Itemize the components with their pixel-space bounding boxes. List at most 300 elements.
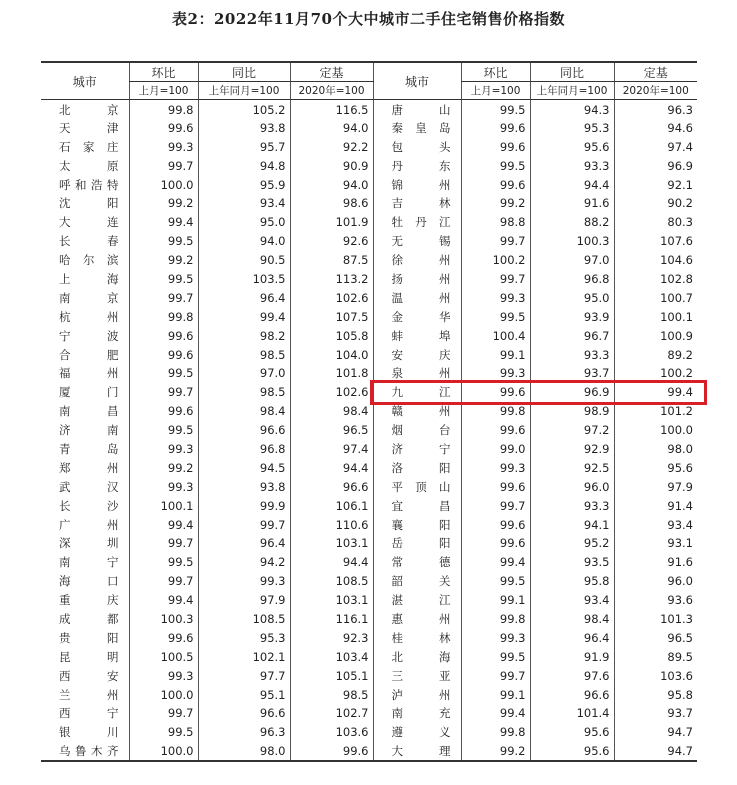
yoy-header-left: 同比 <box>198 62 290 82</box>
city-name-right: 常德 <box>373 553 461 572</box>
city-name-left: 乌鲁木齐 <box>41 742 129 761</box>
mom-value-right: 99.6 <box>461 175 530 194</box>
table-row <box>41 666 697 685</box>
mom-base-right: 上月=100 <box>461 82 530 100</box>
base-value-left: 102.6 <box>290 288 373 307</box>
highlight-box <box>370 380 707 405</box>
city-name-right: 岳阳 <box>373 534 461 553</box>
mom-value-left: 99.5 <box>129 364 198 383</box>
city-name-right: 烟台 <box>373 421 461 440</box>
yoy-value-right: 95.8 <box>530 572 614 591</box>
mom-value-left: 99.4 <box>129 591 198 610</box>
mom-value-left: 99.4 <box>129 515 198 534</box>
yoy-header-right: 同比 <box>530 62 614 82</box>
yoy-value-left: 102.1 <box>198 647 290 666</box>
yoy-value-right: 93.5 <box>530 553 614 572</box>
yoy-value-left: 96.4 <box>198 288 290 307</box>
city-name-left: 南宁 <box>59 555 119 570</box>
yoy-value-left: 94.2 <box>198 553 290 572</box>
city-name-right: 韶关 <box>373 572 461 591</box>
city-name-right: 温州 <box>373 288 461 307</box>
city-name-left: 昆明 <box>59 649 119 664</box>
mom-value-right: 99.7 <box>461 232 530 251</box>
city-name-right: 唐山 <box>373 100 461 119</box>
yoy-value-right: 91.6 <box>530 194 614 213</box>
city-name-left: 郑州 <box>59 460 119 475</box>
yoy-value-right: 95.6 <box>530 742 614 761</box>
city-name-right: 安庆 <box>373 345 461 364</box>
base-value-right: 104.6 <box>614 251 697 270</box>
mom-value-right: 99.3 <box>461 628 530 647</box>
city-name-right: 北海 <box>373 647 461 666</box>
table-row <box>41 270 697 289</box>
city-name-left: 西宁 <box>59 706 119 721</box>
yoy-value-right: 95.6 <box>530 723 614 742</box>
mom-value-left: 99.6 <box>129 326 198 345</box>
city-name-right: 锦州 <box>373 175 461 194</box>
yoy-value-right: 95.2 <box>530 534 614 553</box>
mom-value-right: 99.6 <box>461 477 530 496</box>
table-row <box>41 194 697 213</box>
mom-value-right: 99.0 <box>461 440 530 459</box>
table-row <box>41 156 697 175</box>
yoy-value-left: 96.8 <box>198 440 290 459</box>
base-value-right: 89.2 <box>614 345 697 364</box>
yoy-value-left: 98.4 <box>198 402 290 421</box>
mom-value-left: 99.5 <box>129 232 198 251</box>
yoy-value-right: 94.3 <box>530 100 614 119</box>
city-name-left: 呼和浩特 <box>59 177 119 192</box>
mom-value-right: 99.6 <box>461 421 530 440</box>
mom-value-right: 99.2 <box>461 742 530 761</box>
yoy-value-left: 97.9 <box>198 591 290 610</box>
base-value-left: 87.5 <box>290 251 373 270</box>
base-value-right: 101.3 <box>614 610 697 629</box>
base-value-right: 96.5 <box>614 628 697 647</box>
city-name-right: 桂林 <box>373 628 461 647</box>
base-value-right: 97.4 <box>614 137 697 156</box>
base-value-left: 104.0 <box>290 345 373 364</box>
yoy-value-right: 97.6 <box>530 666 614 685</box>
yoy-value-left: 98.5 <box>198 383 290 402</box>
city-name-left: 大连 <box>59 215 119 230</box>
city-name-left: 长沙 <box>59 498 119 513</box>
base-value-right: 97.9 <box>614 477 697 496</box>
yoy-value-right: 88.2 <box>530 213 614 232</box>
table-row <box>41 572 697 591</box>
city-name-right: 蚌埠 <box>373 326 461 345</box>
base-value-left: 94.0 <box>290 175 373 194</box>
mom-value-left: 99.5 <box>129 270 198 289</box>
mom-value-left: 100.0 <box>129 685 198 704</box>
mom-value-right: 99.5 <box>461 572 530 591</box>
yoy-value-left: 98.0 <box>198 742 290 761</box>
base-value-left: 94.0 <box>290 118 373 137</box>
base-value-right: 98.0 <box>614 440 697 459</box>
city-name-left: 重庆 <box>59 593 119 608</box>
city-header-right: 城市 <box>373 62 461 100</box>
base-value-left: 103.1 <box>290 534 373 553</box>
mom-value-left: 99.3 <box>129 440 198 459</box>
table-row <box>41 288 697 307</box>
table-row <box>41 704 697 723</box>
yoy-value-left: 94.8 <box>198 156 290 175</box>
yoy-value-right: 95.6 <box>530 137 614 156</box>
mom-value-right: 99.7 <box>461 666 530 685</box>
city-name-right: 南充 <box>373 704 461 723</box>
yoy-value-left: 105.2 <box>198 100 290 119</box>
base-value-right: 100.2 <box>614 364 697 383</box>
mom-value-right: 99.6 <box>461 118 530 137</box>
mom-value-right: 99.8 <box>461 402 530 421</box>
table-row <box>41 232 697 251</box>
table-row <box>41 345 697 364</box>
city-name-right: 遵义 <box>373 723 461 742</box>
mom-value-left: 99.7 <box>129 572 198 591</box>
city-name-left: 太原 <box>59 158 119 173</box>
table-row <box>41 534 697 553</box>
city-name-left: 深圳 <box>59 536 119 551</box>
base-value-right: 91.4 <box>614 496 697 515</box>
city-name-right: 湛江 <box>373 591 461 610</box>
city-name-right: 徐州 <box>373 251 461 270</box>
city-name-right: 九江 <box>373 383 461 402</box>
mom-value-left: 99.6 <box>129 402 198 421</box>
mom-value-left: 99.3 <box>129 137 198 156</box>
base-value-left: 107.5 <box>290 307 373 326</box>
base-value-right: 94.7 <box>614 723 697 742</box>
base-value-left: 103.6 <box>290 723 373 742</box>
table-row <box>41 496 697 515</box>
city-name-left: 沈阳 <box>59 196 119 211</box>
base-value-left: 103.1 <box>290 591 373 610</box>
city-name-right: 襄阳 <box>373 515 461 534</box>
mom-value-right: 99.7 <box>461 496 530 515</box>
base-value-right: 107.6 <box>614 232 697 251</box>
city-name-right: 包头 <box>373 137 461 156</box>
yoy-value-right: 93.3 <box>530 496 614 515</box>
table-row <box>41 628 697 647</box>
base-value-right: 89.5 <box>614 647 697 666</box>
city-name-left: 广州 <box>59 517 119 532</box>
mom-value-right: 99.2 <box>461 194 530 213</box>
base-value-left: 94.4 <box>290 553 373 572</box>
table-row <box>41 591 697 610</box>
base-value-left: 101.8 <box>290 364 373 383</box>
table-row <box>41 458 697 477</box>
yoy-value-left: 94.0 <box>198 232 290 251</box>
table-row <box>41 213 697 232</box>
base-value-left: 102.6 <box>290 383 373 402</box>
city-name-left: 南昌 <box>59 404 119 419</box>
mom-value-left: 100.1 <box>129 496 198 515</box>
yoy-value-right: 94.1 <box>530 515 614 534</box>
table-row <box>41 175 697 194</box>
base-value-left: 98.5 <box>290 685 373 704</box>
table-row <box>41 440 697 459</box>
yoy-value-left: 95.7 <box>198 137 290 156</box>
table-body <box>41 100 697 761</box>
yoy-value-left: 93.8 <box>198 477 290 496</box>
city-name-left: 哈尔滨 <box>59 253 119 268</box>
mom-value-left: 99.7 <box>129 704 198 723</box>
city-name-left: 南京 <box>59 290 119 305</box>
yoy-value-right: 93.9 <box>530 307 614 326</box>
base-value-left: 106.1 <box>290 496 373 515</box>
mom-value-left: 99.8 <box>129 100 198 119</box>
mom-value-left: 99.5 <box>129 421 198 440</box>
yoy-value-left: 95.0 <box>198 213 290 232</box>
yoy-value-left: 95.1 <box>198 685 290 704</box>
city-name-right: 赣州 <box>373 402 461 421</box>
table-row <box>41 515 697 534</box>
table-row <box>41 610 697 629</box>
city-name-left: 杭州 <box>59 309 119 324</box>
mom-value-right: 99.3 <box>461 288 530 307</box>
base-value-left: 98.4 <box>290 402 373 421</box>
mom-value-left: 99.7 <box>129 156 198 175</box>
table-row <box>41 100 697 119</box>
mom-value-left: 99.5 <box>129 553 198 572</box>
mom-header-right: 环比 <box>461 62 530 82</box>
base-value-left: 92.2 <box>290 137 373 156</box>
yoy-value-right: 95.3 <box>530 118 614 137</box>
mom-value-right: 99.8 <box>461 723 530 742</box>
table-row <box>41 685 697 704</box>
yoy-value-left: 108.5 <box>198 610 290 629</box>
base-value-right: 101.2 <box>614 402 697 421</box>
yoy-value-left: 103.5 <box>198 270 290 289</box>
base-value-left: 102.7 <box>290 704 373 723</box>
yoy-value-left: 90.5 <box>198 251 290 270</box>
mom-value-right: 100.4 <box>461 326 530 345</box>
base-value-left: 92.3 <box>290 628 373 647</box>
city-name-left: 武汉 <box>59 479 119 494</box>
yoy-value-left: 93.4 <box>198 194 290 213</box>
mom-header-left: 环比 <box>129 62 198 82</box>
mom-value-left: 99.7 <box>129 288 198 307</box>
base-value-left: 97.4 <box>290 440 373 459</box>
city-name-left: 天津 <box>59 120 119 135</box>
mom-value-left: 100.3 <box>129 610 198 629</box>
base-value-right: 96.0 <box>614 572 697 591</box>
table-row <box>41 477 697 496</box>
mom-value-right: 99.5 <box>461 307 530 326</box>
yoy-value-right: 96.4 <box>530 628 614 647</box>
yoy-value-right: 93.3 <box>530 156 614 175</box>
city-name-left: 厦门 <box>59 385 119 400</box>
yoy-base-right: 上年同月=100 <box>530 82 614 100</box>
base-value-right: 91.6 <box>614 553 697 572</box>
mom-value-left: 99.4 <box>129 213 198 232</box>
base-value-right: 80.3 <box>614 213 697 232</box>
mom-value-left: 99.6 <box>129 628 198 647</box>
base-value-right: 94.7 <box>614 742 697 761</box>
yoy-value-left: 94.5 <box>198 458 290 477</box>
base-value-right: 100.1 <box>614 307 697 326</box>
mom-value-right: 99.6 <box>461 137 530 156</box>
yoy-value-left: 99.7 <box>198 515 290 534</box>
yoy-value-right: 98.9 <box>530 402 614 421</box>
table-title: 表2：2022年11月70个大中城市二手住宅销售价格指数 <box>172 10 565 28</box>
base-value-left: 99.6 <box>290 742 373 761</box>
base-value-right: 95.8 <box>614 685 697 704</box>
base-value-right: 102.8 <box>614 270 697 289</box>
base-value-right: 93.6 <box>614 591 697 610</box>
mom-value-left: 99.2 <box>129 458 198 477</box>
mom-value-right: 100.2 <box>461 251 530 270</box>
base-value-right: 93.7 <box>614 704 697 723</box>
base-value-right: 90.2 <box>614 194 697 213</box>
mom-value-left: 100.5 <box>129 647 198 666</box>
mom-value-right: 99.5 <box>461 100 530 119</box>
base-value-right: 95.6 <box>614 458 697 477</box>
mom-value-left: 99.2 <box>129 251 198 270</box>
yoy-value-right: 91.9 <box>530 647 614 666</box>
base-value-left: 103.4 <box>290 647 373 666</box>
city-name-right: 吉林 <box>373 194 461 213</box>
city-name-right: 大理 <box>373 742 461 761</box>
city-name-left: 贵阳 <box>59 630 119 645</box>
city-name-left: 福州 <box>59 366 119 381</box>
city-name-left: 宁波 <box>59 328 119 343</box>
city-name-left: 银川 <box>59 725 119 740</box>
mom-value-right: 99.1 <box>461 345 530 364</box>
table-row <box>41 137 697 156</box>
city-name-left: 北京 <box>59 103 119 118</box>
mom-value-left: 100.0 <box>129 175 198 194</box>
yoy-value-right: 96.6 <box>530 685 614 704</box>
yoy-value-right: 94.4 <box>530 175 614 194</box>
table-row <box>41 326 697 345</box>
table-row <box>41 251 697 270</box>
base-value-right: 93.4 <box>614 515 697 534</box>
base-value-right: 99.4 <box>614 383 697 402</box>
mom-value-left: 99.7 <box>129 383 198 402</box>
city-name-right: 惠州 <box>373 610 461 629</box>
yoy-value-right: 93.4 <box>530 591 614 610</box>
mom-value-right: 99.8 <box>461 610 530 629</box>
mom-value-right: 99.1 <box>461 591 530 610</box>
table-row <box>41 421 697 440</box>
base-value-left: 98.6 <box>290 194 373 213</box>
city-name-right: 三亚 <box>373 666 461 685</box>
yoy-value-left: 93.8 <box>198 118 290 137</box>
city-name-right: 济宁 <box>373 440 461 459</box>
base-value-right: 100.7 <box>614 288 697 307</box>
base-value-left: 101.9 <box>290 213 373 232</box>
city-name-right: 平顶山 <box>373 477 461 496</box>
yoy-value-left: 96.4 <box>198 534 290 553</box>
mom-value-right: 98.8 <box>461 213 530 232</box>
city-name-right: 丹东 <box>373 156 461 175</box>
base-value-left: 105.8 <box>290 326 373 345</box>
yoy-value-right: 100.3 <box>530 232 614 251</box>
city-name-left: 上海 <box>59 271 119 286</box>
yoy-value-right: 92.5 <box>530 458 614 477</box>
city-name-right: 扬州 <box>373 270 461 289</box>
fixed-base-left: 2020年=100 <box>290 82 373 100</box>
base-header-right: 定基 <box>614 62 697 82</box>
base-value-right: 96.3 <box>614 100 697 119</box>
table-row <box>41 118 697 137</box>
base-value-left: 90.9 <box>290 156 373 175</box>
mom-value-right: 99.6 <box>461 515 530 534</box>
yoy-value-right: 95.0 <box>530 288 614 307</box>
yoy-value-right: 98.4 <box>530 610 614 629</box>
base-value-left: 116.1 <box>290 610 373 629</box>
city-name-left: 长春 <box>59 234 119 249</box>
yoy-value-left: 97.0 <box>198 364 290 383</box>
yoy-value-right: 96.0 <box>530 477 614 496</box>
mom-value-left: 99.8 <box>129 307 198 326</box>
mom-value-right: 99.5 <box>461 156 530 175</box>
yoy-value-left: 96.6 <box>198 704 290 723</box>
base-value-left: 105.1 <box>290 666 373 685</box>
base-value-right: 94.6 <box>614 118 697 137</box>
table-row <box>41 742 697 761</box>
mom-value-right: 99.7 <box>461 270 530 289</box>
city-name-left: 济南 <box>59 423 119 438</box>
base-value-left: 110.6 <box>290 515 373 534</box>
base-value-right: 103.6 <box>614 666 697 685</box>
city-name-right: 泉州 <box>373 364 461 383</box>
base-value-right: 100.0 <box>614 421 697 440</box>
base-value-right: 96.9 <box>614 156 697 175</box>
yoy-value-left: 98.5 <box>198 345 290 364</box>
table-row <box>41 647 697 666</box>
base-value-left: 96.6 <box>290 477 373 496</box>
city-header-left: 城市 <box>41 62 129 100</box>
table-row <box>41 723 697 742</box>
city-name-left: 石家庄 <box>59 139 119 154</box>
mom-value-right: 99.3 <box>461 458 530 477</box>
fixed-base-right: 2020年=100 <box>614 82 697 100</box>
yoy-value-right: 96.9 <box>530 383 614 402</box>
mom-base-left: 上月=100 <box>129 82 198 100</box>
yoy-base-left: 上年同月=100 <box>198 82 290 100</box>
base-value-left: 92.6 <box>290 232 373 251</box>
city-name-left: 兰州 <box>59 687 119 702</box>
mom-value-right: 99.6 <box>461 534 530 553</box>
city-name-right: 牡丹江 <box>373 213 461 232</box>
mom-value-left: 99.3 <box>129 477 198 496</box>
base-value-left: 108.5 <box>290 572 373 591</box>
mom-value-right: 99.3 <box>461 364 530 383</box>
yoy-value-left: 99.9 <box>198 496 290 515</box>
yoy-value-right: 93.3 <box>530 345 614 364</box>
yoy-value-left: 96.6 <box>198 421 290 440</box>
mom-value-right: 99.5 <box>461 647 530 666</box>
table-row <box>41 553 697 572</box>
base-value-left: 96.5 <box>290 421 373 440</box>
mom-value-left: 99.6 <box>129 345 198 364</box>
yoy-value-left: 98.2 <box>198 326 290 345</box>
mom-value-left: 99.3 <box>129 666 198 685</box>
table-row <box>41 307 697 326</box>
price-index-table <box>41 61 697 762</box>
mom-value-left: 99.6 <box>129 118 198 137</box>
city-name-right: 宜昌 <box>373 496 461 515</box>
yoy-value-right: 97.2 <box>530 421 614 440</box>
yoy-value-right: 101.4 <box>530 704 614 723</box>
yoy-value-left: 95.9 <box>198 175 290 194</box>
mom-value-left: 99.2 <box>129 194 198 213</box>
base-value-right: 93.1 <box>614 534 697 553</box>
mom-value-left: 100.0 <box>129 742 198 761</box>
yoy-value-left: 99.3 <box>198 572 290 591</box>
city-name-right: 金华 <box>373 307 461 326</box>
